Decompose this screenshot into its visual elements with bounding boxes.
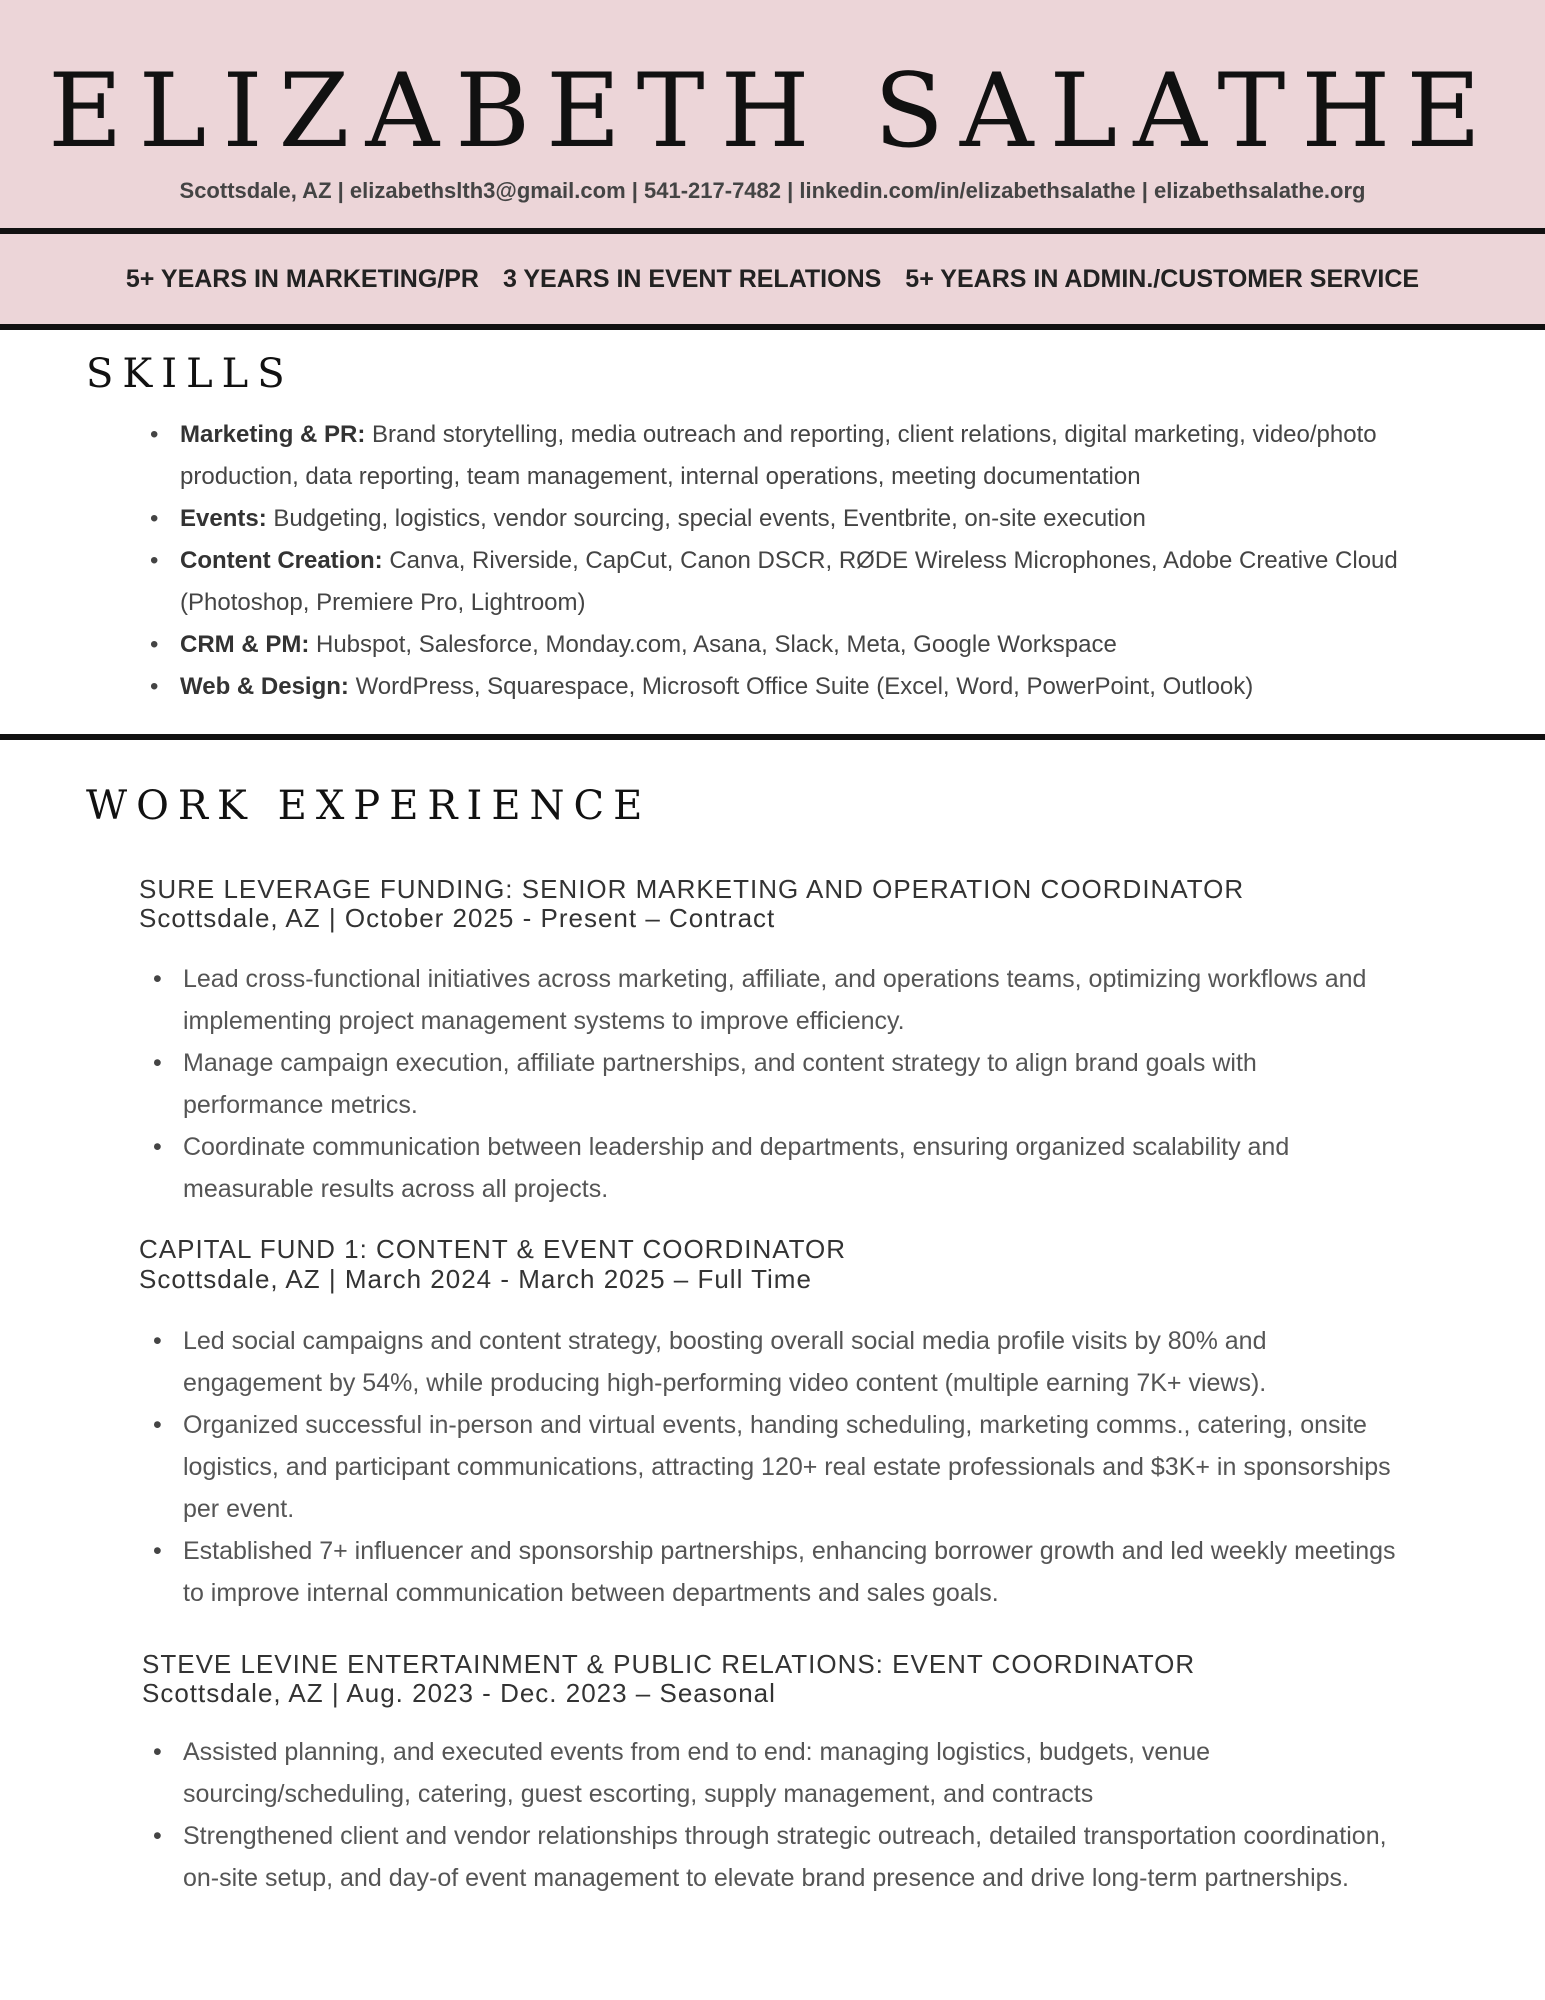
highlight-marketing: 5+ YEARS IN MARKETING/PR [125, 265, 479, 293]
highlights [0, 264, 1545, 294]
skill-item: • CRM & PM: Hubspot, Salesforce, Monday.com, Asana, Slack, Meta, Google Workspace [180, 624, 1470, 666]
highlight-admin: 5+ YEARS IN ADMIN./CUSTOMER SERVICE [905, 265, 1420, 293]
list-item: • Established 7+ influencer and sponsorship partnerships, enhancing borrower growth and led weekly meetings to improve internal communication between departments and sales goals. [183, 1530, 1398, 1614]
divider [0, 324, 1545, 330]
job-bullets [183, 1320, 1398, 1614]
list-item: • Lead cross-functional initiatives across marketing, affiliate, and operations teams, optimizing workflows and implementing project management systems to improve efficiency. [183, 958, 1398, 1042]
list-item: • Assisted planning, and executed events from end to end: managing logistics, budgets, venue sourcing/scheduling, catering, guest escorting, supply management, and contracts [183, 1731, 1398, 1815]
skills-list [180, 414, 1470, 708]
contact-line: Scottsdale, AZ | elizabethslth3@gmail.com | 541-217-7482 | linkedin.com/in/elizabethsalathe | elizabethsalathe.org [179, 178, 1366, 203]
list-item: • Strengthened client and vendor relationships through strategic outreach, detailed transportation coordination, on-site setup, and day-of event management to elevate brand presence and drive long-term partnerships. [183, 1815, 1398, 1899]
skill-item: • Content Creation: Canva, Riverside, CapCut, Canon DSCR, RØDE Wireless Microphones, Adobe Creative Cloud (Photoshop, Premiere Pro, Lightroom) [180, 540, 1470, 624]
skill-item: • Events: Budgeting, logistics, vendor sourcing, special events, Eventbrite, on-site execution [180, 498, 1470, 540]
list-item: • Coordinate communication between leadership and departments, ensuring organized scalability and measurable results across all projects. [183, 1126, 1398, 1210]
divider [0, 734, 1545, 740]
highlight-events: 3 YEARS IN EVENT RELATIONS [502, 265, 882, 293]
skill-item: • Marketing & PR: Brand storytelling, media outreach and reporting, client relations, digital marketing, video/photo production, data reporting, team management, internal operations, meeting documentation [180, 414, 1470, 498]
skill-item: • Web & Design: WordPress, Squarespace, Microsoft Office Suite (Excel, Word, PowerPoint, Outlook) [180, 666, 1470, 708]
list-item: • Organized successful in-person and virtual events, handing scheduling, marketing comms., catering, onsite logistics, and participant communications, attracting 120+ real estate professionals and $3K+ in sponsorships per event. [183, 1404, 1398, 1530]
job-meta: Scottsdale, AZ | Aug. 2023 - Dec. 2023 – Seasonal [142, 1678, 776, 1708]
list-item: • Led social campaigns and content strategy, boosting overall social media profile visits by 80% and engagement by 54%, while producing high-performing video content (multiple earning 7K+ views). [183, 1320, 1398, 1404]
job-meta: Scottsdale, AZ | March 2024 - March 2025 – Full Time [139, 1264, 812, 1294]
job-title: CAPITAL FUND 1: CONTENT & EVENT COORDINATOR [139, 1234, 847, 1264]
job-bullets [183, 958, 1398, 1210]
job-meta: Scottsdale, AZ | October 2025 - Present – Contract [139, 903, 776, 933]
job-title: SURE LEVERAGE FUNDING: SENIOR MARKETING AND OPERATION COORDINATOR [139, 874, 1245, 904]
job-title: STEVE LEVINE ENTERTAINMENT & PUBLIC RELATIONS: EVENT COORDINATOR [142, 1649, 1196, 1679]
list-item: • Manage campaign execution, affiliate partnerships, and content strategy to align brand goals with performance metrics. [183, 1042, 1398, 1126]
job-bullets [183, 1731, 1398, 1899]
candidate-name: ELIZABETH SALATHE [48, 52, 1497, 171]
skills-heading: SKILLS [86, 351, 294, 397]
work-experience-heading: WORK EXPERIENCE [86, 783, 652, 829]
